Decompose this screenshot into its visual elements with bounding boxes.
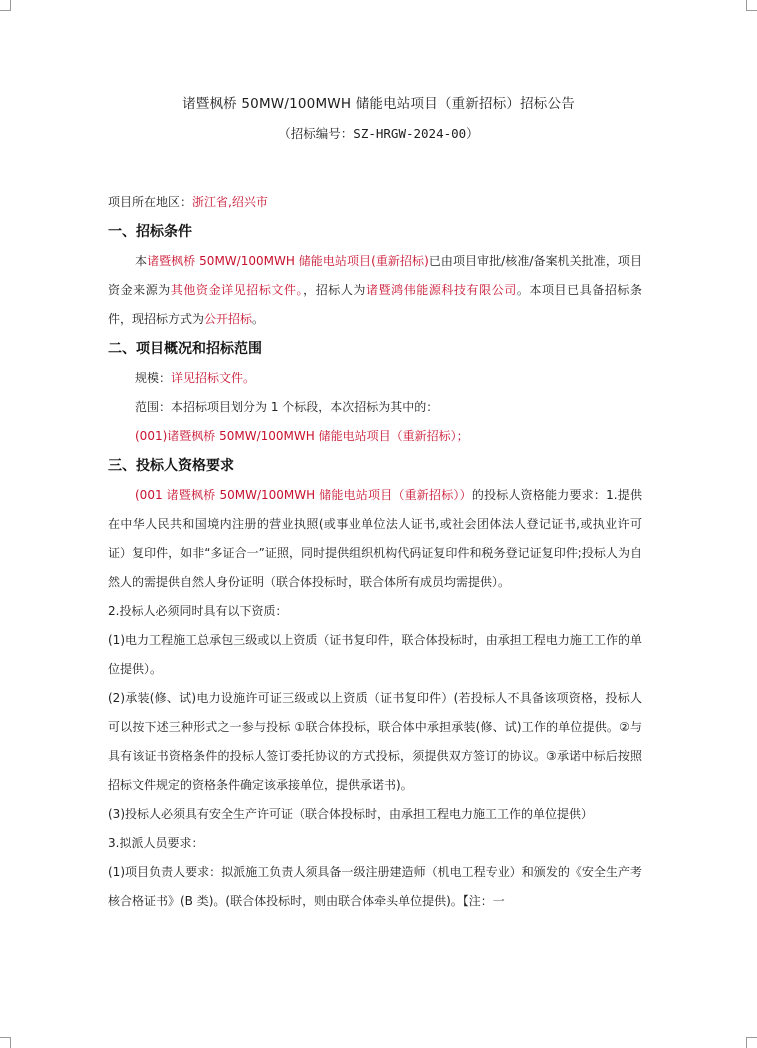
scope-line: 范围：本招标项目划分为 1 个标段，本次招标为其中的： xyxy=(135,400,439,414)
requirement-3-1: (1)项目负责人要求：拟派施工负责人须具备一级注册建造师（机电工程专业）和颁发的《安全生产考核合格证书》(B 类)。(联合体投标时，则由联合体牵头单位提供)。【注：一 xyxy=(108,865,642,908)
qualification-paragraph xyxy=(108,481,642,597)
crop-mark-bottom-left xyxy=(0,1037,11,1048)
section-heading-qualifications: 三、投标人资格要求 xyxy=(108,458,234,474)
scale-line xyxy=(108,364,642,393)
cond-text-2: 已由项目审批/核准/备案机关批准，项目资金来源为 xyxy=(108,254,642,297)
cond-text-5: 。 xyxy=(252,312,265,326)
crop-mark-top-left xyxy=(0,0,11,11)
qualification-text: 的投标人资格能力要求：1.提供在中华人民共和国境内注册的营业执照(或事业单位法人证书,或社会团体法人登记证书,或执业许可证）复印件，如非“多证合一”证照，同时提供组织机构代码证复印件和税务登记证复印件;投标人为自然人的需提供自然人身份证明（联合体投标时，联合体所有成员均需提供）。 xyxy=(108,488,642,589)
cond-project-name: 诸暨枫桥 50MW/100MWH 储能电站项目(重新招标) xyxy=(147,254,429,268)
document-body xyxy=(108,188,642,916)
location-value: 浙江省,绍兴市 xyxy=(192,195,268,209)
cond-tenderer: 诸暨鸿伟能源科技有限公司 xyxy=(366,283,517,297)
cond-funding-source: 其他资金详见招标文件。 xyxy=(170,283,304,297)
requirement-2: 2.投标人必须同时具有以下资质： xyxy=(108,604,288,618)
cond-text-1: 本 xyxy=(135,254,148,268)
location-label: 项目所在地区： xyxy=(108,195,193,209)
section-heading-project-overview: 二、项目概况和招标范围 xyxy=(108,341,262,357)
requirement-2-2: (2)承装(修、试)电力设施许可证三级或以上资质（证书复印件）(若投标人不具备该项资格，投标人可以按下述三种形式之一参与投标 ①联合体投标，联合体中承担承装(修、试)工作的单位提供。②与具有该证书资格条件的投标人签订委托协议的方式投标，须提供双方签订的协议。③承诺中标后按照招标文件规定的资格条件确定该承接单位，提供承诺书)。 xyxy=(108,691,642,792)
crop-mark-bottom-right xyxy=(746,1037,757,1048)
project-location xyxy=(108,188,642,217)
crop-mark-top-right xyxy=(746,0,757,11)
scale-label: 规模： xyxy=(135,371,172,385)
section-heading-tender-conditions: 一、招标条件 xyxy=(108,224,192,240)
requirement-2-3: (3)投标人必须具有安全生产许可证（联合体投标时，由承担工程电力施工工作的单位提供） xyxy=(108,807,594,821)
cond-text-4: 。本项目已具备招标条件，现招标方式为 xyxy=(108,283,642,326)
scale-value: 详见招标文件。 xyxy=(171,371,256,385)
tender-conditions-paragraph xyxy=(108,247,642,334)
qualification-lot: (001 诸暨枫桥 50MW/100MWH 储能电站项目（重新招标）） xyxy=(135,488,472,502)
lot-item: (001)诸暨枫桥 50MW/100MWH 储能电站项目（重新招标）； xyxy=(135,429,469,443)
cond-method: 公开招标 xyxy=(204,312,253,326)
requirement-3: 3.拟派人员要求： xyxy=(108,836,204,850)
requirement-2-1: (1)电力工程施工总承包三级或以上资质（证书复印件，联合体投标时，由承担工程电力施工工作的单位提供）。 xyxy=(108,633,642,676)
page-title: 诸暨枫桥 50MW/100MWH 储能电站项目（重新招标）招标公告 xyxy=(182,96,575,112)
tender-number: （招标编号：SZ-HRGW-2024-00） xyxy=(278,126,479,141)
cond-text-3: ，招标人为 xyxy=(303,283,366,297)
